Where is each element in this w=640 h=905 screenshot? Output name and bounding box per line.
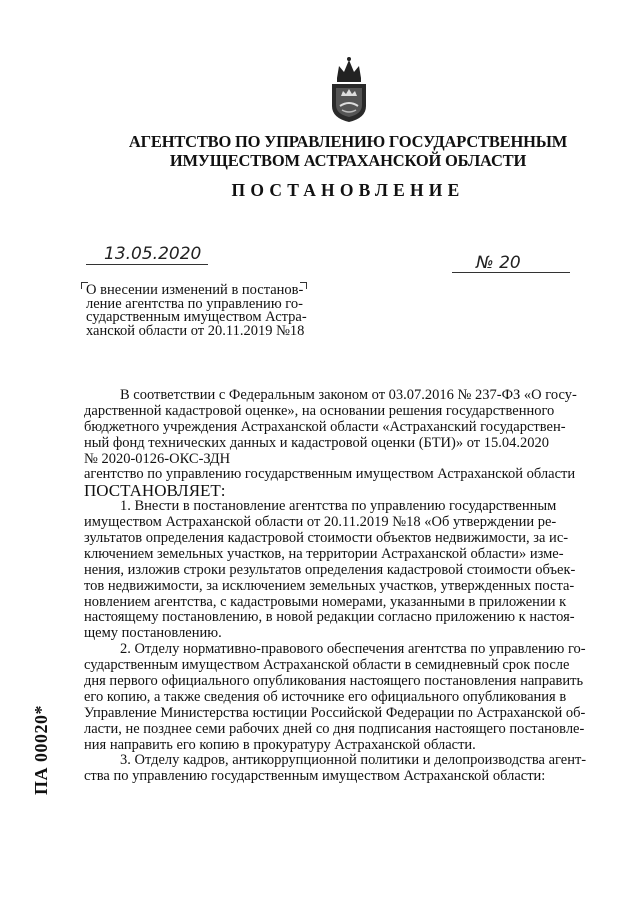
body-line: Управление Министерства юстиции Российской Федерации по Астраханской об- [84, 704, 586, 721]
document-type-heading: ПОСТАНОВЛЕНИЕ [231, 180, 465, 200]
subject-line: сударственным имуществом Астра- [86, 309, 307, 325]
body-line-decree: ПОСТАНОВЛЯЕТ: [84, 481, 226, 501]
body-line: ства по управлению государственным имуществом Астраханской области: [84, 768, 546, 785]
body-line: новлением агентства, с кадастровыми номерами, указанными в приложении к [84, 593, 567, 610]
body-line: сударственным имуществом Астраханской области в семидневный срок после [84, 657, 570, 674]
subject-line: ханской области от 20.11.2019 №18 [86, 322, 305, 339]
document-body [84, 388, 614, 785]
body-line: бюджетного учреждения Астраханской области «Астраханский государствен- [84, 418, 566, 435]
document-date: 13.05.2020 [104, 244, 202, 264]
number-underline [452, 272, 570, 273]
body-line: зультатов определения кадастровой стоимости объектов недвижимости, за ис- [84, 530, 569, 547]
body-line: 2. Отделу нормативно-правового обеспечения агентства по управлению го- [120, 641, 586, 658]
body-line: ласти, не позднее семи рабочих дней со дня подписания настоящего постановле- [84, 720, 585, 737]
subject-block [86, 284, 308, 338]
body-line: агентство по управлению государственным имуществом Астраханской области [84, 466, 576, 483]
body-line: ключением земельных участков, на территории Астраханской области» изме- [84, 545, 564, 562]
agency-title-line-1: АГЕНТСТВО ПО УПРАВЛЕНИЮ ГОСУДАРСТВЕННЫМ [128, 132, 568, 151]
document-number: № 20 [476, 253, 521, 273]
body-line: щему постановлению. [84, 625, 222, 642]
agency-title-line-2: ИМУЩЕСТВОМ АСТРАХАНСКОЙ ОБЛАСТИ [169, 151, 527, 170]
body-line: дарственной кадастровой оценке», на основании решения государственного [84, 402, 555, 419]
body-line: 3. Отделу кадров, антикоррупционной политики и делопроизводства агент- [120, 752, 587, 769]
body-line: № 2020-0126-ОКС-ЗДН [84, 450, 231, 467]
body-line: ния направить его копию в прокуратуру Астраханской области. [84, 736, 476, 753]
coat-of-arms-icon [326, 56, 372, 124]
body-line: 1. Внести в постановление агентства по управлению государственным [120, 498, 557, 515]
body-line: В соответствии с Федеральным законом от 03.07.2016 № 237-ФЗ «О госу- [120, 387, 577, 403]
body-line: имуществом Астраханской области от 20.11.2019 №18 «Об утверждении ре- [84, 514, 557, 531]
body-line: его копию, а также сведения об источнике его официального опубликования в [84, 688, 567, 705]
body-line: ный фонд технических данных и кадастровой оценки (БТИ)» от 15.04.2020 [84, 434, 549, 451]
subject-line: О внесении изменений в постанов- [86, 282, 304, 298]
registration-stamp: ПА 00020* [31, 705, 51, 795]
body-line: нения, изложив строки результатов определения кадастровой стоимости объек- [84, 561, 576, 578]
body-line: настоящему постановлению, в новой редакции согласно приложению к настоя- [84, 609, 575, 626]
body-line: тов недвижимости, за исключением земельных участков, утвержденных поста- [84, 577, 575, 594]
subject-line: ление агентства по управлению го- [86, 295, 303, 312]
body-line: дня первого официального опубликования настоящего постановления направить [84, 673, 584, 690]
date-underline [86, 264, 208, 265]
